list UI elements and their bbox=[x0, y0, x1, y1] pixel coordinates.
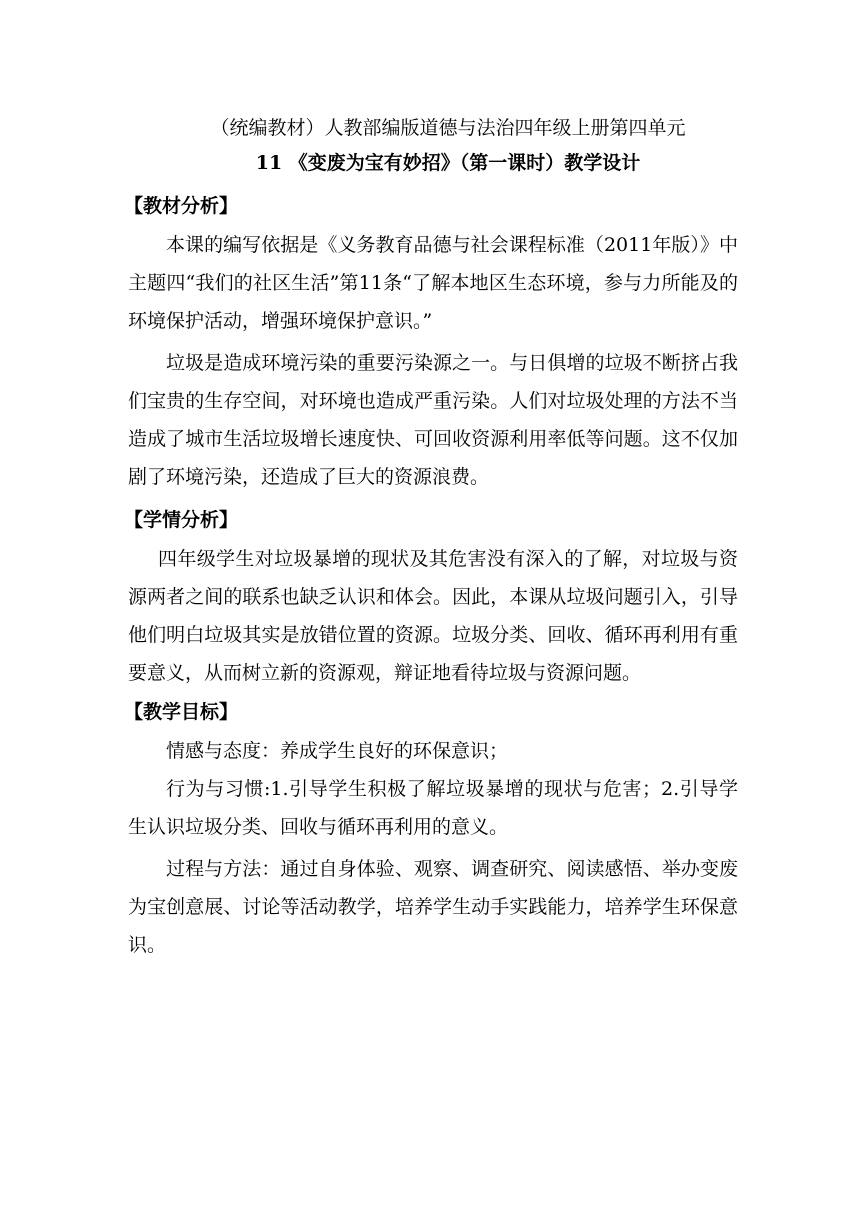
section-heading-teaching-objectives: 【教学目标】 bbox=[124, 701, 239, 723]
document-title-line1: （统编教材）人教部编版道德与法治四年级上册第四单元 bbox=[210, 117, 686, 139]
document-page bbox=[124, 112, 738, 964]
section-heading-student-analysis: 【学情分析】 bbox=[124, 509, 239, 531]
paragraph-garbage-pollution: 垃圾是造成环境污染的重要污染源之一。与日俱增的垃圾不断挤占我们宝贵的生存空间，对环境也造成严重污染。人们对垃圾处理的方法不当造成了城市生活垃圾增长速度快、可回收资源利用率低等问题。这不仅加剧了环境污染，还造成了巨大的资源浪费。 bbox=[128, 352, 738, 488]
paragraph-student-situation: 四年级学生对垃圾暴增的现状及其危害没有深入的了解，对垃圾与资源两者之间的联系也缺乏认识和体会。因此，本课从垃圾问题引入，引导他们明白垃圾其实是放错位置的资源。垃圾分类、回收、循环再利用有重要意义，从而树立新的资源观，辩证地看待垃圾与资源问题。 bbox=[128, 548, 738, 684]
paragraph-curriculum-basis: 本课的编写依据是《义务教育品德与社会课程标准（2011年版）》中主题四“我们的社区生活”第11条“了解本地区生态环境，参与力所能及的环境保护活动，增强环境保护意识。” bbox=[128, 234, 738, 332]
paragraph-objective-process: 过程与方法：通过自身体验、观察、调查研究、阅读感悟、举办变废为宝创意展、讨论等活动教学，培养学生动手实践能力，培养学生环保意识。 bbox=[128, 858, 738, 956]
section-heading-textbook-analysis: 【教材分析】 bbox=[124, 195, 239, 217]
paragraph-objective-behavior: 行为与习惯:1.引导学生积极了解垃圾暴增的现状与危害；2.引导学生认识垃圾分类、回收与循环再利用的意义。 bbox=[128, 778, 738, 838]
document-title-line2: 11 《变废为宝有妙招》（第一课时）教学设计 bbox=[255, 152, 641, 174]
paragraph-objective-emotion: 情感与态度：养成学生良好的环保意识； bbox=[166, 740, 509, 762]
